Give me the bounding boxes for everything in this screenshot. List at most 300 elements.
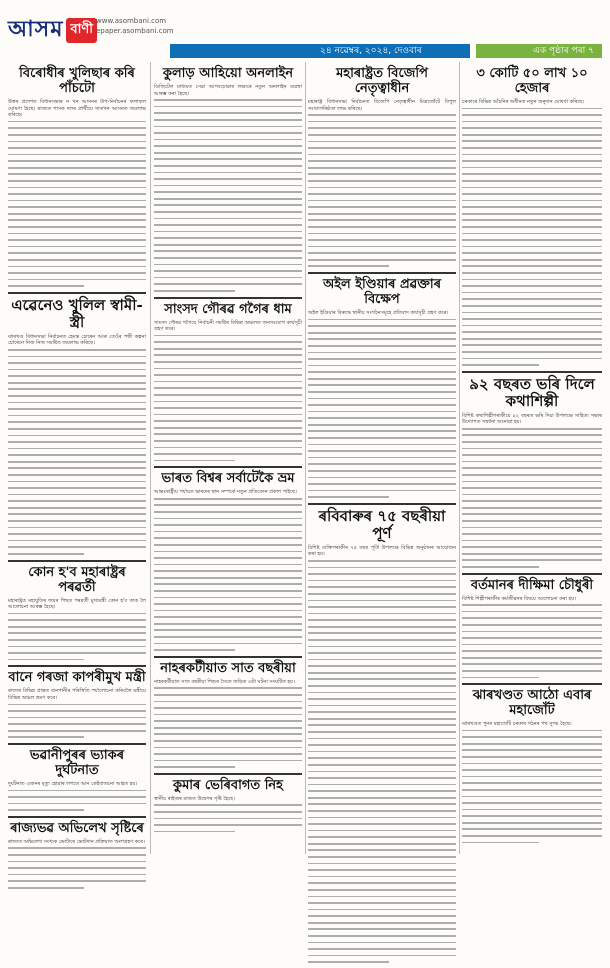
headline[interactable]: নাহৰকটীয়াত সাত বছৰীয়া <box>154 656 302 676</box>
text-line <box>8 520 146 522</box>
text-line <box>308 678 456 680</box>
text-line <box>308 371 456 373</box>
text-line <box>154 368 302 370</box>
text-line <box>462 835 602 837</box>
text-line <box>462 140 602 142</box>
text-line <box>462 108 602 110</box>
article-text <box>462 730 602 844</box>
headline[interactable]: বিৰোধীৰ খুলিছাৰ কৰি পাঁচটো <box>19 66 135 96</box>
text-line <box>462 121 602 123</box>
text-line <box>308 882 456 884</box>
text-line <box>154 185 302 187</box>
text-line <box>462 604 602 606</box>
text-line <box>154 354 302 356</box>
text-line <box>154 557 302 559</box>
text-line <box>308 810 456 812</box>
text-line <box>462 351 602 353</box>
text-line <box>154 270 302 272</box>
article <box>462 683 602 843</box>
text-line <box>308 398 456 400</box>
text-line <box>154 687 302 689</box>
text-line <box>8 723 146 725</box>
website-link[interactable]: www.asombani.com <box>96 17 167 25</box>
text-line <box>308 632 456 634</box>
article-text <box>154 498 302 651</box>
text-line <box>8 408 146 410</box>
text-line <box>154 760 302 762</box>
text-line <box>8 356 146 358</box>
headline[interactable]: ভৱানীপুৰৰ ভ্যাকৰ দুৰ্ঘটনাত <box>8 743 146 778</box>
headline[interactable]: ৰবিবাৰুৰ ৭৫ বছৰীয়া পূৰ্ণ <box>308 503 456 542</box>
text-line <box>308 444 456 446</box>
text-line <box>308 226 456 228</box>
date-line: ২৪ নৱেম্বৰ, ২০২৪, দেওবাৰ <box>170 44 470 58</box>
text-line <box>154 145 302 147</box>
text-line <box>154 290 235 292</box>
text-line <box>308 219 456 221</box>
page-label: এক পৃষ্ঠাৰ পৰা ৭ <box>476 44 602 58</box>
text-line <box>8 847 146 849</box>
text-line <box>308 948 456 950</box>
headline[interactable]: কোন হ'ব মহাৰাষ্ট্ৰৰ পৰৱৰ্তী <box>8 560 146 595</box>
text-line <box>154 158 302 160</box>
text-line <box>154 374 302 376</box>
text-line <box>462 233 602 235</box>
text-line <box>308 470 456 472</box>
text-line <box>154 707 302 709</box>
text-line <box>308 836 456 838</box>
text-line <box>8 160 146 162</box>
text-line <box>154 453 302 455</box>
text-line <box>462 213 602 215</box>
text-line <box>8 659 84 661</box>
text-line <box>308 902 456 904</box>
text-line <box>462 219 602 221</box>
article <box>308 66 456 267</box>
text-line <box>308 646 456 648</box>
headline[interactable]: বৰ্তমানৰ দীক্ষিমা চৌধুৰী <box>462 573 602 593</box>
text-line <box>308 259 456 261</box>
text-line <box>308 817 456 819</box>
article <box>8 816 146 889</box>
text-line <box>308 705 456 707</box>
text-line <box>308 922 456 924</box>
text-line <box>154 106 302 108</box>
article-text <box>154 687 302 768</box>
text-line <box>308 127 456 129</box>
text-line <box>462 657 602 659</box>
text-line <box>154 433 302 435</box>
text-line <box>308 955 456 957</box>
text-line <box>8 121 146 123</box>
column-1 <box>8 62 146 894</box>
headline[interactable]: মহাৰাষ্ট্ৰত বিজেপি নেতৃত্বাধীন <box>336 66 428 96</box>
text-line <box>308 483 456 485</box>
text-line <box>154 139 302 141</box>
text-line <box>154 204 302 206</box>
text-line <box>8 127 146 129</box>
headline[interactable]: ৯২ বছৰত ভৰি দিলে কথাশিল্পী <box>462 371 602 410</box>
text-line <box>308 724 456 726</box>
text-line <box>8 461 146 463</box>
article <box>8 665 146 738</box>
text-line <box>308 193 456 195</box>
headline[interactable]: কুমাৰ ভেৰিবাগত নিহ <box>154 773 302 793</box>
text-line <box>462 474 602 476</box>
masthead <box>0 0 610 60</box>
text-line <box>462 500 602 502</box>
text-line <box>8 652 146 654</box>
article <box>462 371 602 568</box>
text-line <box>8 736 84 738</box>
text-line <box>8 200 146 202</box>
text-line <box>462 670 602 672</box>
text-line <box>8 252 146 254</box>
article-lead: দুৰ্ঘটনাত এজনৰ মৃত্যু হোৱাৰ লগতে আন কেইবাজনো আহত হয়। <box>8 780 138 787</box>
article-lead: ঝাৰখণ্ডত পুনৰ মহাজোঁট চৰকাৰ গঠনৰ পথ সুগম হৈছে। <box>462 721 572 728</box>
text-line <box>8 507 146 509</box>
text-line <box>8 533 146 535</box>
text-line <box>154 394 302 396</box>
article <box>154 466 302 651</box>
text-line <box>308 233 456 235</box>
text-line <box>462 663 602 665</box>
text-line <box>308 567 456 569</box>
text-line <box>154 551 302 553</box>
text-line <box>154 381 302 383</box>
text-line <box>8 874 146 876</box>
text-line <box>8 213 146 215</box>
column-4 <box>462 62 602 848</box>
text-line <box>462 763 602 765</box>
article-text <box>8 613 146 661</box>
text-line <box>154 335 302 337</box>
text-line <box>8 272 146 274</box>
web-addresses <box>96 16 174 36</box>
text-line <box>462 160 602 162</box>
text-line <box>308 869 456 871</box>
headline[interactable]: ৰাজ্যভৱ অভিলেখ সৃষ্টিৰে <box>8 816 146 836</box>
text-line <box>462 312 602 314</box>
text-line <box>154 577 302 579</box>
headline[interactable]: ভাৰত বিশ্বৰ সৰ্বাটেকৈ ভ্ৰম <box>154 466 302 486</box>
text-line <box>308 457 456 459</box>
text-line <box>8 266 146 268</box>
text-line <box>154 804 302 806</box>
article-lead: স্থানীয় ৰাইজৰ মাজত উদ্বেগৰ সৃষ্টি হৈছে। <box>154 795 235 802</box>
text-line <box>308 790 456 792</box>
text-line <box>8 790 146 792</box>
text-line <box>308 915 456 917</box>
text-line <box>462 358 602 360</box>
text-line <box>8 626 146 628</box>
text-line <box>462 454 602 456</box>
text-line <box>8 167 146 169</box>
text-line <box>308 154 456 156</box>
text-line <box>462 802 602 804</box>
text-line <box>462 428 602 430</box>
text-line <box>154 126 302 128</box>
text-line <box>462 279 602 281</box>
article-lead: ৰাজ্যৰ বিভিন্ন প্ৰান্তত বানপানীৰ পৰিস্থিতি পৰ্যালোচনা কৰিবলৈ মন্ত্ৰীয়ে বিভিন্ন অঞ্চল ভ্ৰমণ কৰে। <box>8 688 146 701</box>
text-line <box>154 623 302 625</box>
headline[interactable]: বানে গৰজা কাপৰীমুখ মন্ত্ৰী <box>8 665 146 685</box>
article <box>308 503 456 963</box>
article-lead: বিশিষ্ট ব্যক্তিগৰাকীৰ ৭৫ বছৰ পূৰ্তি উপলক্ষে বিভিন্ন অনুষ্ঠানৰ আয়োজন কৰা হয়। <box>308 544 456 558</box>
text-line <box>154 498 302 500</box>
article-lead: বিশিষ্ট শিল্পীগৰাকীৰ কৰ্মজীৱনৰ বিষয়ে আলোচনা কৰা হয়। <box>462 595 576 602</box>
text-line <box>308 319 456 321</box>
text-line <box>308 961 389 963</box>
text-line <box>154 564 302 566</box>
text-line <box>8 513 146 515</box>
text-line <box>308 771 456 773</box>
text-line <box>462 769 602 771</box>
text-line <box>154 531 302 533</box>
text-line <box>462 331 602 333</box>
epaper-link[interactable]: epaper.asombani.com <box>96 27 174 35</box>
text-line <box>462 338 602 340</box>
text-line <box>154 407 302 409</box>
text-line <box>154 119 302 121</box>
text-line <box>8 187 146 189</box>
text-line <box>154 511 302 513</box>
text-line <box>462 782 602 784</box>
text-line <box>154 583 302 585</box>
text-line <box>462 200 602 202</box>
article-text <box>8 704 146 739</box>
text-line <box>154 414 302 416</box>
text-line <box>462 364 539 366</box>
article <box>154 66 302 292</box>
text-line <box>8 481 146 483</box>
text-line <box>308 619 456 621</box>
text-line <box>308 665 456 667</box>
headline[interactable]: এৱেনেও খুলিল স্বামী-স্ত্ৰী <box>8 292 146 331</box>
text-line <box>8 428 146 430</box>
text-line <box>308 160 456 162</box>
text-line <box>462 180 602 182</box>
text-line <box>462 566 539 568</box>
text-line <box>154 460 235 462</box>
text-line <box>8 861 146 863</box>
text-line <box>308 378 456 380</box>
text-line <box>8 809 84 811</box>
text-line <box>308 586 456 588</box>
text-line <box>462 527 602 529</box>
text-line <box>308 404 456 406</box>
text-line <box>154 218 302 220</box>
text-line <box>154 165 302 167</box>
text-line <box>308 856 456 858</box>
column-2 <box>154 62 302 837</box>
text-line <box>8 494 146 496</box>
text-line <box>8 527 146 529</box>
article <box>8 66 146 287</box>
text-line <box>154 277 302 279</box>
text-line <box>8 454 146 456</box>
text-line <box>462 187 602 189</box>
article-text <box>154 99 302 291</box>
text-line <box>8 180 146 182</box>
text-line <box>308 797 456 799</box>
text-line <box>462 285 602 287</box>
text-line <box>154 518 302 520</box>
text-line <box>308 593 456 595</box>
text-line <box>8 219 146 221</box>
text-line <box>8 487 146 489</box>
text-line <box>462 147 602 149</box>
text-line <box>154 714 302 716</box>
text-line <box>308 718 456 720</box>
headline[interactable]: ঝাৰখণ্ডত আঠো এবাৰ মহাজোঁট <box>462 683 602 718</box>
text-line <box>308 672 456 674</box>
text-line <box>462 167 602 169</box>
article-lead: চৰকাৰে বিভিন্ন আঁচনিৰ অধীনত নতুন অনুদান ঘোষণা কৰিছে। <box>462 99 585 105</box>
article <box>308 272 456 498</box>
text-line <box>308 652 456 654</box>
text-line <box>308 606 456 608</box>
text-line <box>462 540 602 542</box>
column-rule <box>150 62 151 854</box>
text-line <box>462 624 602 626</box>
text-line <box>308 784 456 786</box>
text-line <box>462 318 602 320</box>
text-line <box>308 659 456 661</box>
text-line <box>8 435 146 437</box>
text-line <box>462 611 602 613</box>
text-line <box>308 863 456 865</box>
article-lead: বিশিষ্ট কথাশিল্পীগৰাকীয়ে ৯২ বছৰত ভৰি দিয়া উপলক্ষে সাহিত্য সভাৰ উদ্যোগত সম্বৰ্ধনা জনোৱা হয়। <box>462 412 602 426</box>
text-line <box>8 710 146 712</box>
text-line <box>8 375 146 377</box>
text-line <box>154 740 302 742</box>
text-line <box>308 909 456 911</box>
text-line <box>308 437 456 439</box>
text-line <box>308 477 456 479</box>
headline[interactable]: কুলাড় আহিয়ো অনলাইন <box>162 66 294 81</box>
text-line <box>308 384 456 386</box>
text-line <box>8 730 146 732</box>
text-line <box>308 114 456 116</box>
text-line <box>462 507 602 509</box>
headline[interactable]: অইল ইণ্ডিয়াৰ প্ৰৱক্তাৰ বিক্ষেপ <box>308 272 456 307</box>
text-line <box>154 231 302 233</box>
text-line <box>308 843 456 845</box>
text-line <box>462 546 602 548</box>
text-line <box>8 540 146 542</box>
text-line <box>462 344 602 346</box>
article-lead: আন্তঃৰাষ্ট্ৰীয় পৰ্যায়ত ভাৰতৰ স্থান সম্পৰ্কে নতুন প্ৰতিবেদন প্ৰকাশ পাইছে। <box>154 489 297 496</box>
text-line <box>462 650 602 652</box>
text-line <box>308 167 456 169</box>
text-line <box>8 546 146 548</box>
text-line <box>8 880 146 882</box>
text-line <box>8 395 146 397</box>
text-line <box>8 415 146 417</box>
text-line <box>308 685 456 687</box>
article <box>154 297 302 462</box>
text-line <box>462 815 602 817</box>
text-line <box>154 733 302 735</box>
text-line <box>308 935 456 937</box>
text-line <box>462 154 602 156</box>
text-line <box>308 830 456 832</box>
article-lead: অইল ইণ্ডিয়াৰ বিৰুদ্ধে স্থানীয় সংগঠনসমূহে প্ৰতিবাদ কাৰ্যসূচী গ্ৰহণ কৰে। <box>308 310 449 317</box>
text-line <box>8 553 84 555</box>
text-line <box>462 533 602 535</box>
text-line <box>462 736 602 738</box>
text-line <box>154 831 235 833</box>
text-line <box>154 727 302 729</box>
text-line <box>154 264 302 266</box>
text-line <box>154 766 235 768</box>
text-line <box>8 867 146 869</box>
text-line <box>154 636 302 638</box>
text-line <box>8 246 146 248</box>
text-line <box>8 141 146 143</box>
text-line <box>154 152 302 154</box>
article-text <box>308 560 456 963</box>
column-3 <box>308 62 456 968</box>
text-line <box>462 796 602 798</box>
text-line <box>8 632 146 634</box>
text-line <box>154 427 302 429</box>
text-line <box>308 206 456 208</box>
brand-logo[interactable] <box>8 8 97 52</box>
text-line <box>308 325 456 327</box>
text-line <box>154 99 302 101</box>
text-line <box>154 570 302 572</box>
text-line <box>308 613 456 615</box>
text-line <box>462 822 602 824</box>
headline[interactable]: ৩ কোটি ৫০ লাখ ১০ হেজাৰ <box>476 66 588 96</box>
text-line <box>154 694 302 696</box>
text-line <box>154 257 302 259</box>
text-line <box>462 134 602 136</box>
text-line <box>462 448 602 450</box>
text-line <box>462 617 602 619</box>
text-line <box>308 141 456 143</box>
article-lead: মহাৰাষ্ট্ৰ বিধানসভা নিৰ্বাচনত বিজেপি নেতৃত্বাধীন মিত্ৰজোঁটে বিপুল সংখ্যাগৰিষ্ঠতা লাভ কৰিছে। <box>308 99 456 112</box>
text-line <box>154 811 302 813</box>
text-line <box>8 803 146 805</box>
text-line <box>154 361 302 363</box>
text-line <box>462 173 602 175</box>
text-line <box>308 639 456 641</box>
text-line <box>154 544 302 546</box>
text-line <box>8 369 146 371</box>
text-line <box>308 147 456 149</box>
text-line <box>154 643 302 645</box>
text-line <box>308 731 456 733</box>
text-line <box>154 597 302 599</box>
headline[interactable]: সাংসদ গৌৰৱ গগৈৰ ধাম <box>154 297 302 317</box>
article <box>8 292 146 555</box>
text-line <box>308 134 456 136</box>
text-line <box>154 250 302 252</box>
text-line <box>308 365 456 367</box>
text-line <box>462 239 602 241</box>
text-line <box>462 809 602 811</box>
text-line <box>8 474 146 476</box>
text-line <box>8 467 146 469</box>
text-line <box>462 637 602 639</box>
text-line <box>308 345 456 347</box>
text-line <box>308 849 456 851</box>
text-line <box>462 441 602 443</box>
text-line <box>308 417 456 419</box>
